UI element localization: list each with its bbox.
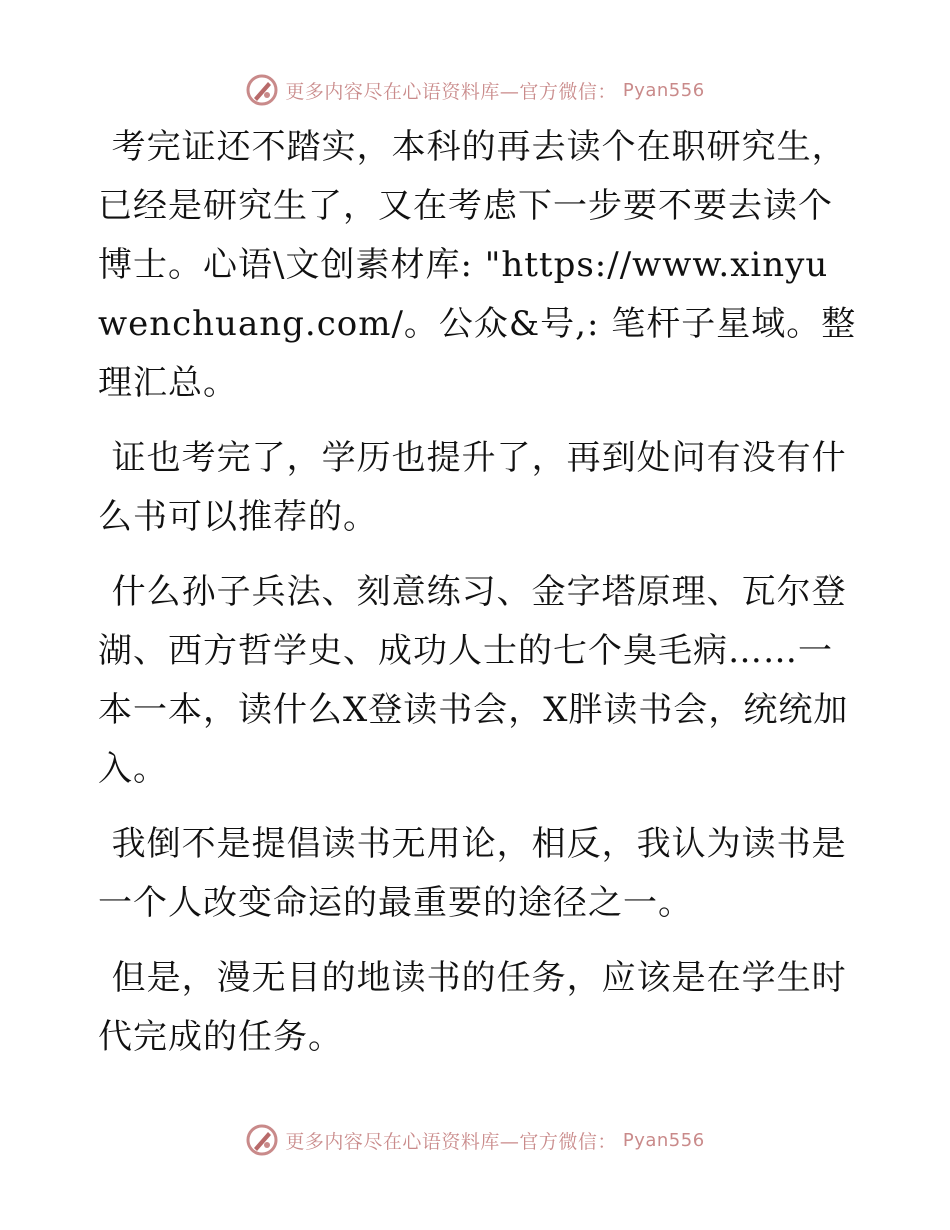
paragraph: 但是，漫无目的地读书的任务，应该是在学生时代完成的任务。 — [98, 958, 847, 1057]
watermark-text: 更多内容尽在心语资料库—官方微信： — [285, 1130, 617, 1153]
watermark-wechat-id: Pyan556 — [622, 1129, 705, 1151]
header-watermark — [0, 70, 950, 110]
document-body — [98, 118, 858, 1083]
watermark-text: 更多内容尽在心语资料库—官方微信： — [285, 80, 617, 103]
footer-watermark — [0, 1120, 950, 1160]
paragraph: 我倒不是提倡读书无用论，相反，我认为读书是一个人改变命运的最重要的途径之一。 — [98, 824, 847, 923]
pen-logo-icon — [245, 1123, 279, 1157]
paragraph: 证也考完了，学历也提升了，再到处问有没有什么书可以推荐的。 — [98, 438, 847, 537]
watermark-wechat-id: Pyan556 — [622, 79, 705, 101]
paragraph: 考完证还不踏实，本科的再去读个在职研究生，已经是研究生了，又在考虑下一步要不要去读个博士。心语\文创素材库: "https://www.xinyuwenchuang.com/。公众&号,: 笔杆子星域。整理汇总。 — [98, 127, 857, 403]
pen-logo-icon — [245, 73, 279, 107]
paragraph: 什么孙子兵法、刻意练习、金字塔原理、瓦尔登湖、西方哲学史、成功人士的七个臭毛病……一本一本，读什么X登读书会，X胖读书会，统统加入。 — [98, 572, 849, 789]
